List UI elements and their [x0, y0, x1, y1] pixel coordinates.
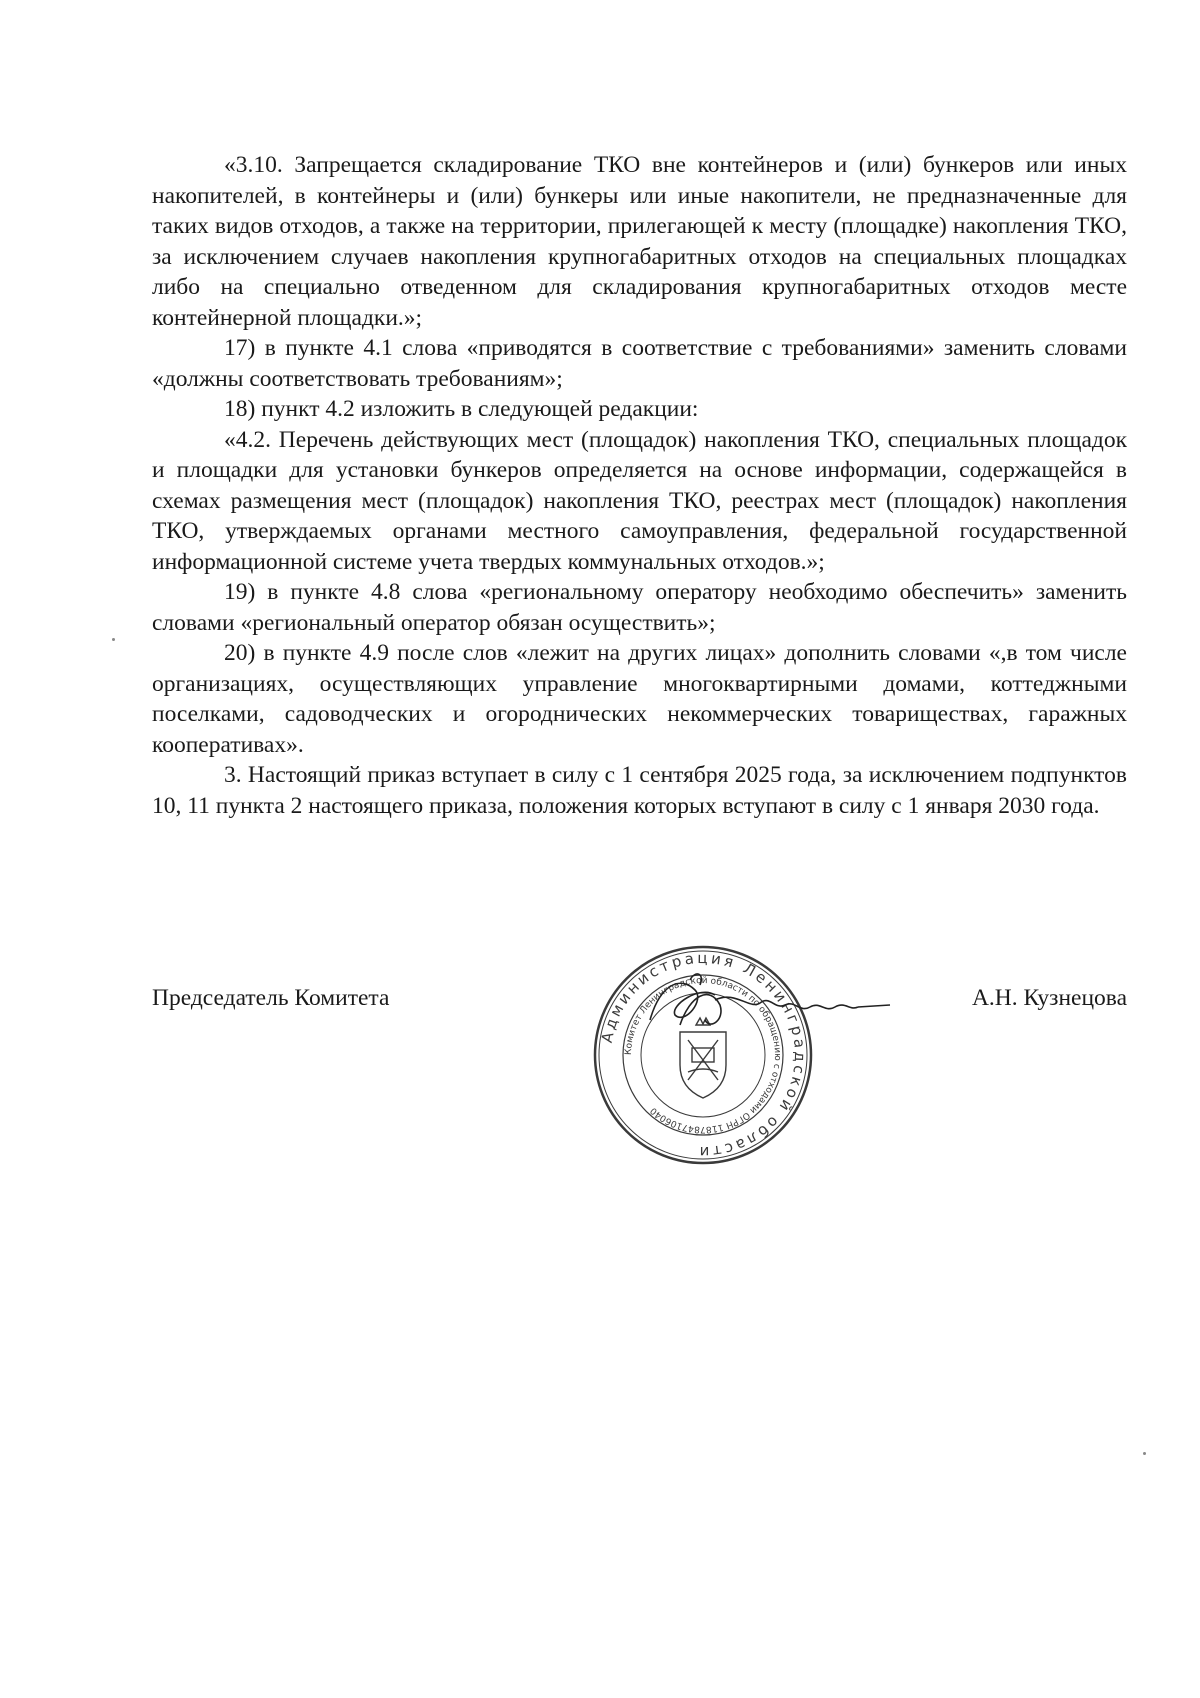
paragraph-effective-date: 3. Настоящий приказ вступает в силу с 1 сентября 2025 года, за исключением подпунктов 10, 11 пункта 2 настоящего приказа, положения которых вступают в силу с 1 января 2030 года.: [152, 762, 1127, 819]
scan-speck: [112, 638, 115, 641]
paragraph-3-10: «3.10. Запрещается складирование ТКО вне контейнеров и (или) бункеров или иных накопителей, в контейнеры и (или) бункеры или иные накопители, не предназначенные для таких видов отходов, а также на территории, прилегающей к месту (площадке) накопления ТКО, за исключением случаев накопления крупногабаритных отходов на специальных площадках либо на специально отведенном для складирования крупногабаритных отходов месте контейнерной площадки.»;: [152, 152, 1127, 331]
signatory-name: А.Н. Кузнецова: [971, 985, 1127, 1011]
paragraph-item-17: 17) в пункте 4.1 слова «приводятся в соответствие с требованиями» заменить словами «должны соответствовать требованиям»;: [152, 335, 1127, 392]
signature-block: [152, 985, 1127, 1025]
seal-inner-text: Комитет Ленинградской области по обращению с отходами ОГРН 1187847106040: [623, 975, 783, 1135]
scan-speck: [1143, 1452, 1146, 1455]
paragraph-item-20: 20) в пункте 4.9 после слов «лежит на других лицах» дополнить словами «,в том числе организациях, осуществляющих управление многоквартирными домами, коттеджными поселками, садоводческих и огороднических некоммерческих товариществах, гаражных кооперативах».: [152, 640, 1127, 758]
seal-outer-text: Администрация Ленинградской области: [597, 948, 810, 1162]
signatory-title: Председатель Комитета: [152, 985, 390, 1011]
paragraph-4-2: «4.2. Перечень действующих мест (площадок) накопления ТКО, специальных площадок и площадки для установки бункеров определяется на основе информации, содержащейся в схемах размещения мест (площадок) накопления ТКО, реестрах мест (площадок) накопления ТКО, утверждаемых органами местного самоуправления, федеральной государственной информационной системе учета твердых коммунальных отходов.»;: [152, 426, 1127, 575]
document-body: [152, 150, 1127, 821]
paragraph-item-18: 18) пункт 4.2 изложить в следующей редакции:: [224, 396, 699, 422]
paragraph-item-19: 19) в пункте 4.8 слова «региональному оператору необходимо обеспечить» заменить словами «региональный оператор обязан осуществить»;: [152, 579, 1127, 636]
